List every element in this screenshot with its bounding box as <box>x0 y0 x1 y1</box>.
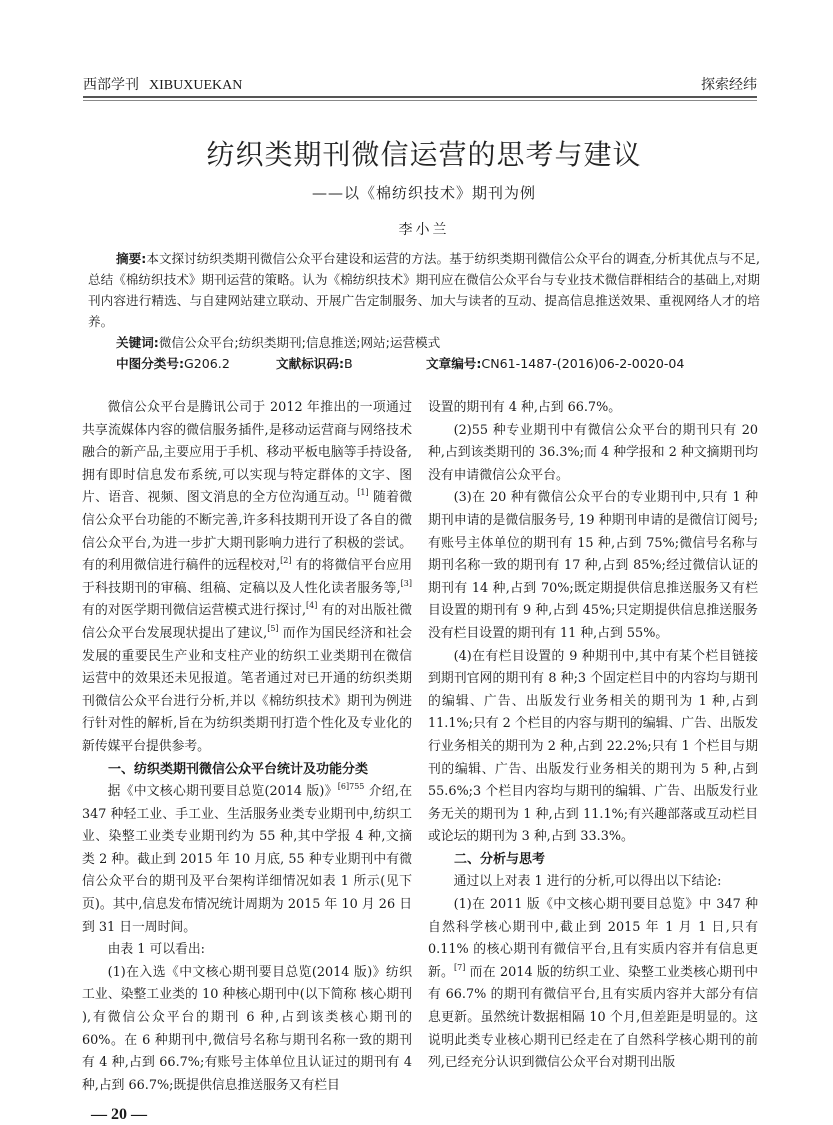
classification-line <box>88 353 760 374</box>
citation-4[interactable]: [4] <box>306 601 318 611</box>
header-rule-thin <box>83 100 757 101</box>
keywords-label: 关键词: <box>116 335 159 350</box>
journal-name-cn: 西部学刊 <box>83 77 139 93</box>
doc-code-label: 文献标识码: <box>276 356 345 371</box>
paragraph-finding-1-cont: 设置的期刊有 4 种,占到 66.7%。 <box>428 400 622 415</box>
page-number: — 20 — <box>91 1106 147 1123</box>
paragraph-conclusion-1: (1)在 2011 版《中文核心期刊要目总览》中 347 种自然科学核心期刊中,截止到 2015 年 1 月 1 日,只有 0.11% 的核心期刊有微信平台,且有实质内容并有信息更新。[7] 而在 2014 版的纺织工业、染整工业类核心期刊中有 66.7% 的期刊有微信平台,且有实质内容并大部分有信息更新。虽然统计数据相隔 10 个月,但差距是明显的。这说明此类专业核心期刊已经走在了自然科学核心期刊的前列,已经充分认识到微信公众平台对期刊出版 <box>428 897 758 1071</box>
paragraph-finding-3: (3)在 20 种有微信公众平台的专业期刊中,只有 1 种期刊申请的是微信服务号, 19 种期刊申请的是微信订阅号;有账号主体单位的期刊有 15 种,占到 75%;微信号名称与期刊名称一致的期刊有 17 种,占到 85%;经过微信认证的期刊有 14 种,占到 70%;既定期提供信息推送服务又有栏目设置的期刊有 9 种,占到 45%;只定期提供信息推送服务没有栏目设置的期刊有 11 种,占到 55%。 <box>428 490 758 641</box>
running-header <box>83 76 757 96</box>
doc-code-value: B <box>344 356 353 371</box>
body-column-right <box>428 397 758 1075</box>
paragraph-conclusion-intro: 通过以上对表 1 进行的分析,可以得出以下结论: <box>453 874 722 890</box>
article-title: 纺织类期刊微信运营的思考与建议 <box>206 138 642 171</box>
citation-6[interactable]: [6]755 <box>337 782 365 792</box>
journal-name-en: XIBUXUEKAN <box>149 78 243 93</box>
paragraph-statistics: 据《中文核心期刊要目总览(2014 版)》$^{[6]755}$ 介绍,在 347 种轻工业、手工业、生活服务业类专业期刊中,纺织工业、染整工业类专业期刊约为 55 种,其中学报 4 种,文摘类 2 种。截止到 2015 年 10 月底, 55 种专业期刊中有微信公众平台的期刊及平台架构详细情况如表 1 所示(见下页)。其中,信息发布情况统计周期为 2015 年 10 月 26 日到 31 日一周时间。 <box>82 782 412 935</box>
clc-label: 中图分类号: <box>116 356 185 371</box>
header-rule-thick <box>83 96 757 98</box>
section-heading-1: 一、纺织类期刊微信公众平台统计及功能分类 <box>108 761 369 777</box>
citation-3[interactable]: [3] <box>400 578 412 588</box>
paragraph-table-intro: 由表 1 可以看出: <box>107 942 205 958</box>
paragraph-intro: 微信公众平台是腾讯公司于 2012 年推出的一项通过共享流媒体内容的微信服务插件,是移动运营商与网络技术融合的新产品,主要应用于手机、移动平板电脑等手持设备,拥有即时信息发布系统,可以实现与特定群体的文字、图片、语音、视频、图文消息的全方位沟通互动。[1] 随着微信公众平台功能的不断完善,许多科技期刊开设了各自的微信公众平台,为进一步扩大期刊影响力进行了积极的尝试。有的利用微信进行稿件的远程校对,[2] 有的将微信平台应用于科技期刊的审稿、组稿、定稿以及人性化读者服务等,[3] 有的对医学期刊微信运营模式进行探讨,[4] 有的对出版社微信公众平台发展现状提出了建议,[5] 而作为国民经济和社会发展的重要民生产业和支柱产业的纺织工业类期刊在微信运营中的效果还未见报道。笔者通过对已开通的纺织类期刊微信公众平台进行分析,并以《棉纺织技术》期刊为例进行针对性的解析,旨在为纺织类期刊打造个性化及专业化的新传媒平台提供参考。 <box>82 400 412 754</box>
front-matter <box>88 136 760 374</box>
paragraph-finding-4: (4)在有栏目设置的 9 种期刊中,其中有某个栏目链接到期刊官网的期刊有 8 种;3 个固定栏目中的内容均与期刊的编辑、广告、出版发行业务相关的期刊为 1 种,占到 11.1%;只有 2 个栏目的内容与期刊的编辑、广告、出版发行业务相关的期刊为 2 种,占到 22.2%;只有 1 个栏目与期刊的编辑、广告、出版发行业务相关的期刊为 5 种,占到 55.6%;3 个栏目内容均与期刊的编辑、广告、出版发行业务无关的期刊为 1 种,占到 11.1%;有兴趣部落或互动栏目或论坛的期刊为 3 种,占到 33.3%。 <box>428 648 758 845</box>
abstract-text: 本文探讨纺织类期刊微信公众平台建设和运营的方法。基于纺织类期刊微信公众平台的调查,分析其优点与不足,总结《棉纺织技术》期刊运营的策略。认为《棉纺织技术》期刊应在微信公众平台与专业技术微信群相结合的基础上,对期刊内容进行精选、与自建网站建立联动、开展广告定制服务、加大与读者的互动、提高信息推送效果、重视网络人才的培养。 <box>88 251 760 329</box>
keywords-text: 微信公众平台;纺织类期刊;信息推送;网站;运营模式 <box>158 335 441 350</box>
citation-5[interactable]: [5] <box>267 623 279 633</box>
paragraph-finding-1: (1)在入选《中文核心期刊要目总览(2014 版)》纺织工业、染整工业类的 10 种核心期刊中(以下简称 核心期刊 ),有微信公众平台的期刊 6 种,占到该类核心期刊的 60%。在 6 种期刊中,微信号名称与期刊名称一致的期刊有 4 种,占到 66.7%;有账号主体单位且认证过的期刊有 4 种,占到 66.7%;既提供信息推送服务又有栏目 <box>82 964 412 1093</box>
citation-7[interactable]: [7] <box>454 962 466 972</box>
citation-2[interactable]: [2] <box>280 556 292 566</box>
clc-value: G206.2 <box>184 356 230 371</box>
abstract-label: 摘要: <box>116 251 147 266</box>
section-name: 探索经纬 <box>701 77 757 93</box>
body-column-left <box>82 397 412 1097</box>
keywords <box>88 332 760 353</box>
paragraph-finding-2: (2)55 种专业期刊中有微信公众平台的期刊只有 20 种,占到该类期刊的 36.3%;而 4 种学报和 2 种文摘期刊均没有申请微信公众平台。 <box>428 422 758 483</box>
article-subtitle: ——以《棉纺织技术》期刊为例 <box>311 184 536 202</box>
article-no-value: CN61-1487-(2016)06-2-0020-04 <box>481 356 685 371</box>
abstract <box>88 248 760 332</box>
section-heading-2: 二、分析与思考 <box>454 851 546 867</box>
journal-name <box>83 76 242 95</box>
citation-1[interactable]: [1] <box>357 488 369 498</box>
article-no-label: 文章编号: <box>426 356 482 371</box>
article-author: 李小兰 <box>398 222 450 238</box>
